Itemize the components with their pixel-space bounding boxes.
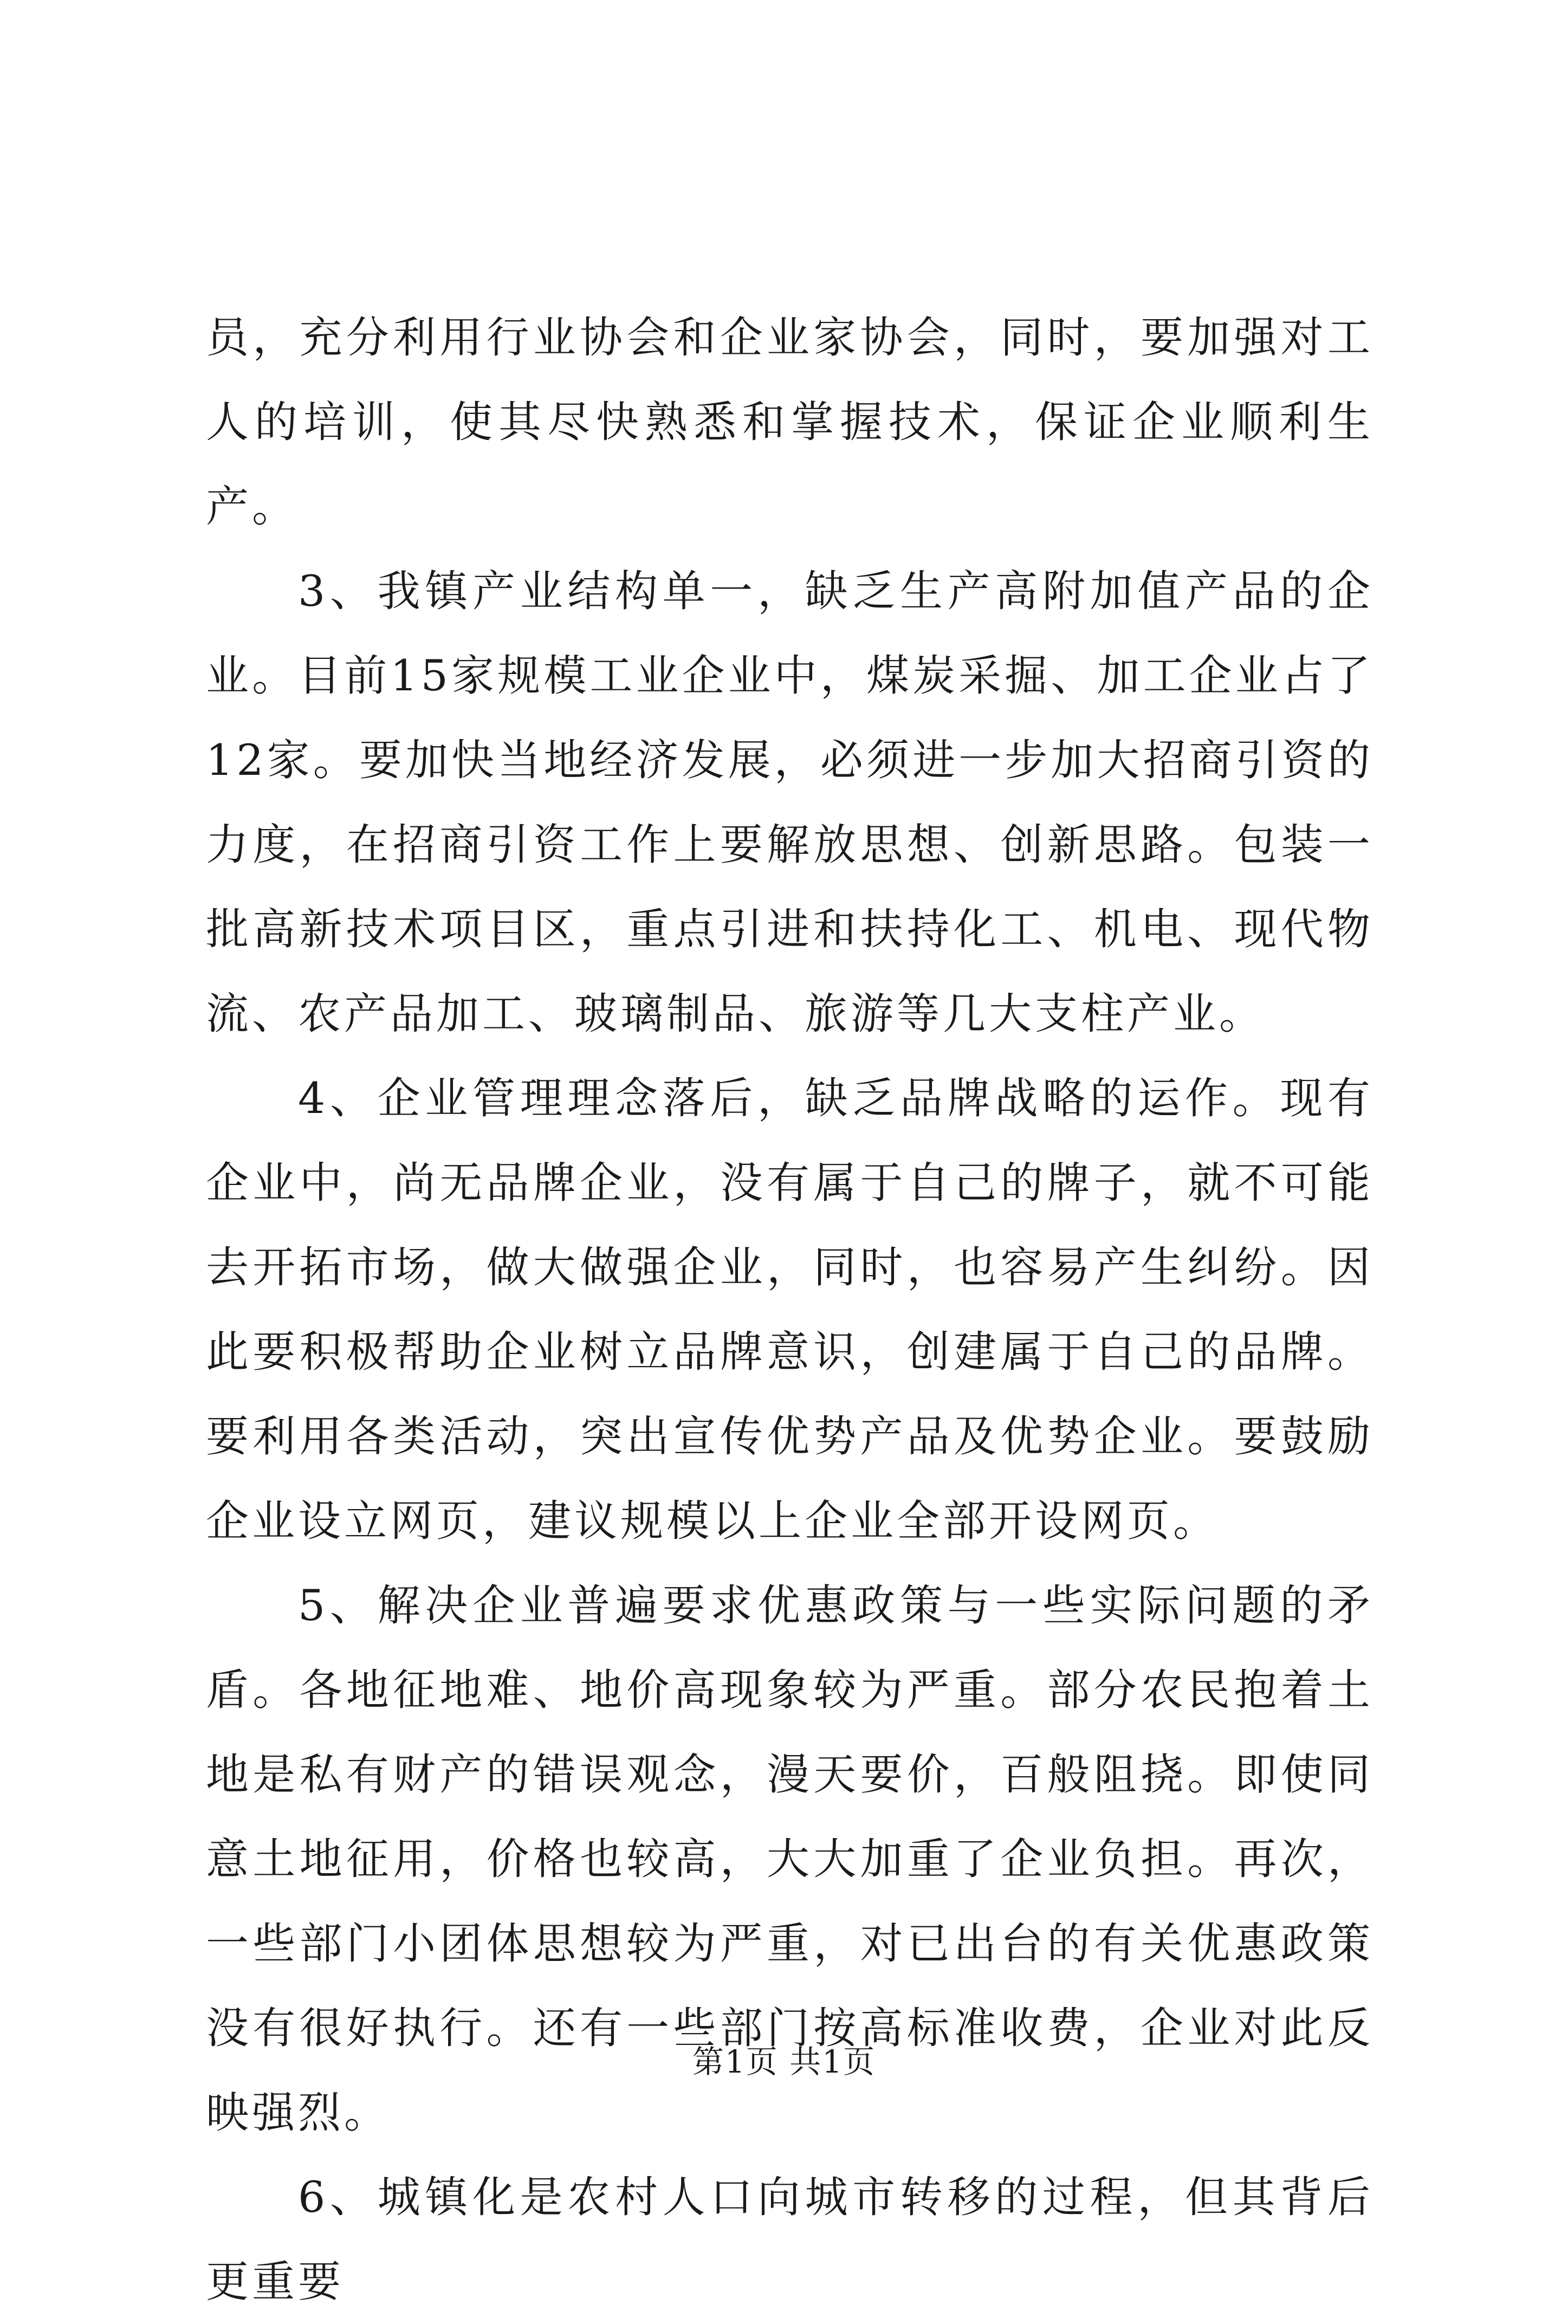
paragraph-continuation: 员，充分利用行业协会和企业家协会，同时，要加强对工人的培训，使其尽快熟悉和掌握技术，保证企业顺利生产。	[206, 313, 1373, 532]
paragraph-item-5: 5、解决企业普遍要求优惠政策与一些实际问题的矛盾。各地征地难、地价高现象较为严重。部分农民抱着土地是私有财产的错误观念，漫天要价，百般阻挠。即使同意土地征用，价格也较高，大大加重了企业负担。再次，一些部门小团体思想较为严重，对已出台的有关优惠政策没有很好执行。还有一些部门按高标准收费，企业对此反映强烈。	[206, 1581, 1373, 2138]
paragraph-item-6: 6、城镇化是农村人口向城市转移的过程，但其背后更重要	[206, 2172, 1373, 2307]
page-footer: 第1页 共1页	[692, 2043, 876, 2080]
paragraph-item-3: 3、我镇产业结构单一，缺乏生产高附加值产品的企业。目前15家规模工业企业中，煤炭采掘、加工企业占了12家。要加快当地经济发展，必须进一步加大招商引资的力度，在招商引资工作上要解放思想、创新思路。包装一批高新技术项目区，重点引进和扶持化工、机电、现代物流、农产品加工、玻璃制品、旅游等几大支柱产业。	[206, 566, 1373, 1039]
document-body	[206, 295, 1373, 2324]
paragraph-item-4: 4、企业管理理念落后，缺乏品牌战略的运作。现有企业中，尚无品牌企业，没有属于自己的牌子，就不可能去开拓市场，做大做强企业，同时，也容易产生纠纷。因此要积极帮助企业树立品牌意识，创建属于自己的品牌。要利用各类活动，突出宣传优势产品及优势企业。要鼓励企业设立网页，建议规模以上企业全部开设网页。	[206, 1073, 1373, 1546]
